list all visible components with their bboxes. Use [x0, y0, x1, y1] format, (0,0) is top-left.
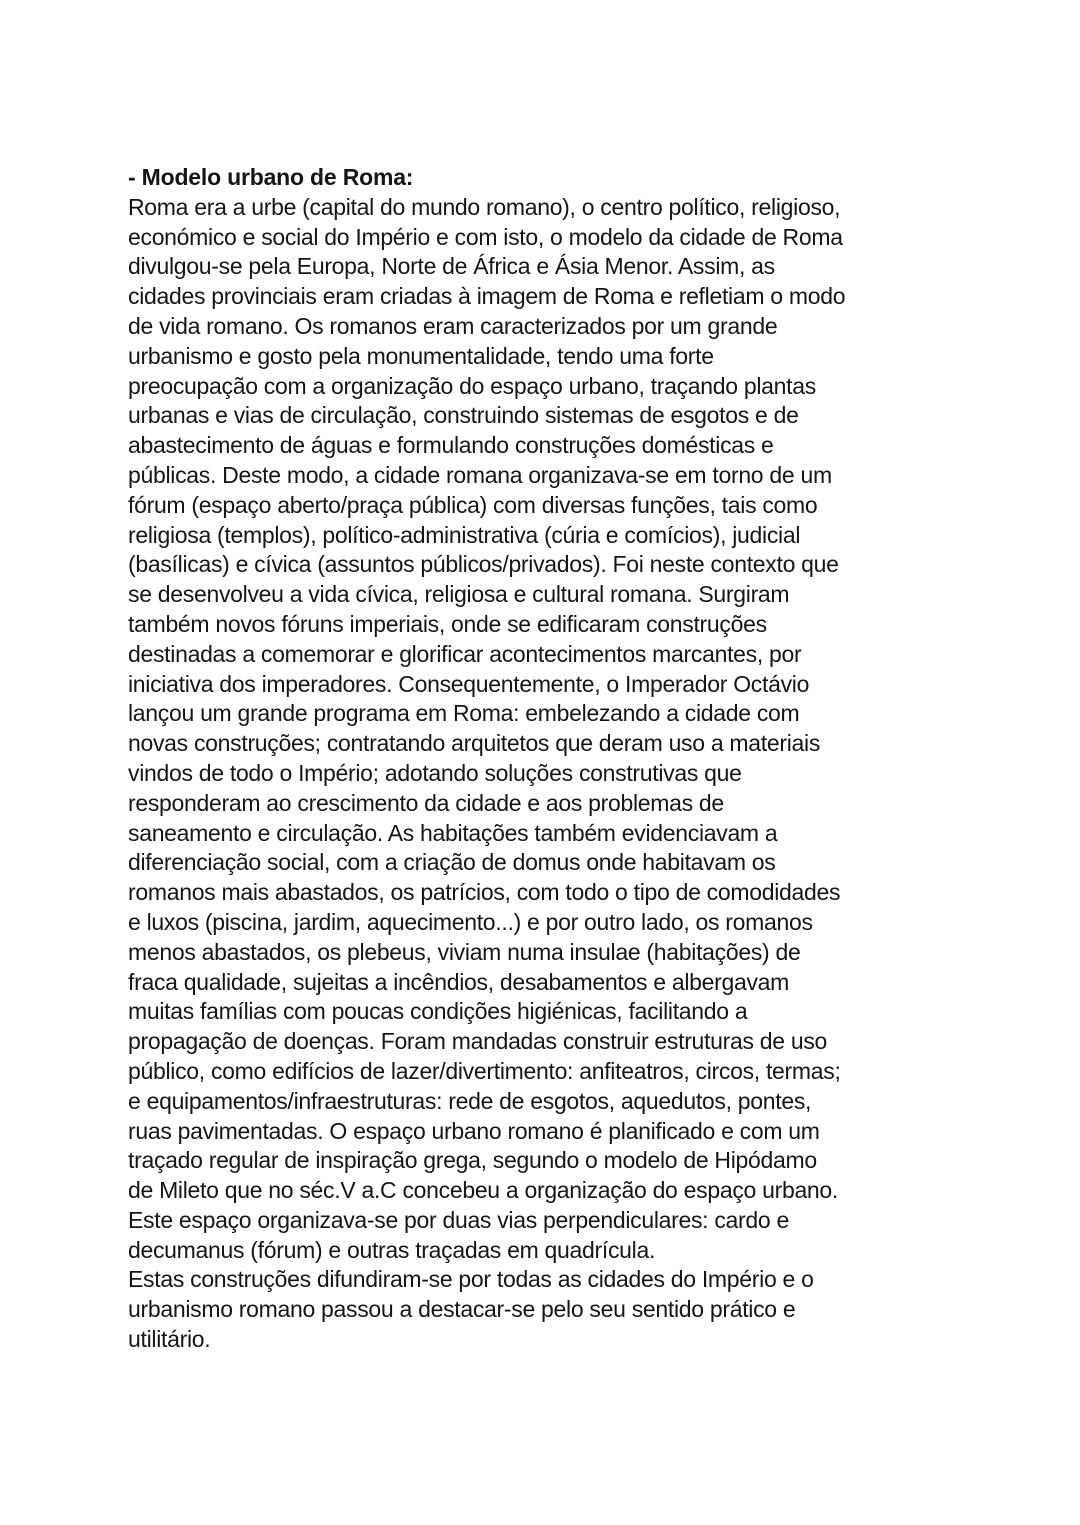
- text-line: também novos fóruns imperiais, onde se edificaram construções: [128, 610, 767, 637]
- text-line: urbanismo e gosto pela monumentalidade, tendo uma forte: [128, 342, 714, 369]
- text-line: público, como edifícios de lazer/divertimento: anfiteatros, circos, termas;: [128, 1057, 841, 1084]
- text-line: Estas construções difundiram-se por todas as cidades do Império e o: [128, 1266, 814, 1293]
- text-line: fraca qualidade, sujeitas a incêndios, desabamentos e albergavam: [128, 968, 790, 995]
- paragraph: [128, 193, 968, 1355]
- text-line: utilitário.: [128, 1326, 211, 1353]
- text-block: [128, 163, 968, 1355]
- text-line: preocupação com a organização do espaço urbano, traçando plantas: [128, 372, 816, 399]
- text-line: vindos de todo o Império; adotando soluções construtivas que: [128, 759, 742, 786]
- text-line: se desenvolveu a vida cívica, religiosa e cultural romana. Surgiram: [128, 581, 790, 608]
- text-line: Roma era a urbe (capital do mundo romano), o centro político, religioso,: [128, 193, 841, 220]
- text-line: menos abastados, os plebeus, viviam numa insulae (habitações) de: [128, 938, 801, 965]
- text-line: de vida romano. Os romanos eram caracterizados por um grande: [128, 312, 778, 339]
- text-line: e luxos (piscina, jardim, aquecimento...) e por outro lado, os romanos: [128, 908, 813, 935]
- text-line: propagação de doenças. Foram mandadas construir estruturas de uso: [128, 1028, 828, 1055]
- text-line: lançou um grande programa em Roma: embelezando a cidade com: [128, 700, 800, 727]
- text-line: urbanismo romano passou a destacar-se pelo seu sentido prático e: [128, 1296, 796, 1323]
- text-line: (basílicas) e cívica (assuntos públicos/privados). Foi neste contexto que: [128, 551, 839, 578]
- text-line: romanos mais abastados, os patrícios, com todo o tipo de comodidades: [128, 879, 841, 906]
- text-line: públicas. Deste modo, a cidade romana organizava-se em torno de um: [128, 461, 832, 488]
- text-line: abastecimento de águas e formulando construções domésticas e: [128, 432, 774, 459]
- text-line: divulgou-se pela Europa, Norte de África e Ásia Menor. Assim, as: [128, 253, 775, 280]
- text-line: diferenciação social, com a criação de domus onde habitavam os: [128, 849, 776, 876]
- text-line: muitas famílias com poucas condições higiénicas, facilitando a: [128, 998, 748, 1025]
- text-line: traçado regular de inspiração grega, segundo o modelo de Hipódamo: [128, 1147, 817, 1174]
- text-line: económico e social do Império e com isto, o modelo da cidade de Roma: [128, 223, 843, 250]
- text-line: ruas pavimentadas. O espaço urbano romano é planificado e com um: [128, 1117, 820, 1144]
- text-line: saneamento e circulação. As habitações também evidenciavam a: [128, 819, 778, 846]
- section-heading: - Modelo urbano de Roma:: [128, 164, 414, 190]
- text-line: e equipamentos/infraestruturas: rede de esgotos, aquedutos, pontes,: [128, 1087, 812, 1114]
- text-line: novas construções; contratando arquitetos que deram uso a materiais: [128, 730, 821, 757]
- text-line: decumanus (fórum) e outras traçadas em quadrícula.: [128, 1236, 656, 1263]
- text-line: cidades provinciais eram criadas à imagem de Roma e refletiam o modo: [128, 283, 846, 310]
- text-line: iniciativa dos imperadores. Consequentemente, o Imperador Octávio: [128, 670, 810, 697]
- text-line: religiosa (templos), político-administrativa (cúria e comícios), judicial: [128, 521, 801, 548]
- text-line: urbanas e vias de circulação, construindo sistemas de esgotos e de: [128, 402, 799, 429]
- text-line: fórum (espaço aberto/praça pública) com diversas funções, tais como: [128, 491, 818, 518]
- text-line: de Mileto que no séc.V a.C concebeu a organização do espaço urbano.: [128, 1177, 839, 1204]
- text-line: responderam ao crescimento da cidade e aos problemas de: [128, 789, 724, 816]
- text-line: Este espaço organizava-se por duas vias perpendiculares: cardo e: [128, 1206, 789, 1233]
- text-line: destinadas a comemorar e glorificar acontecimentos marcantes, por: [128, 640, 802, 667]
